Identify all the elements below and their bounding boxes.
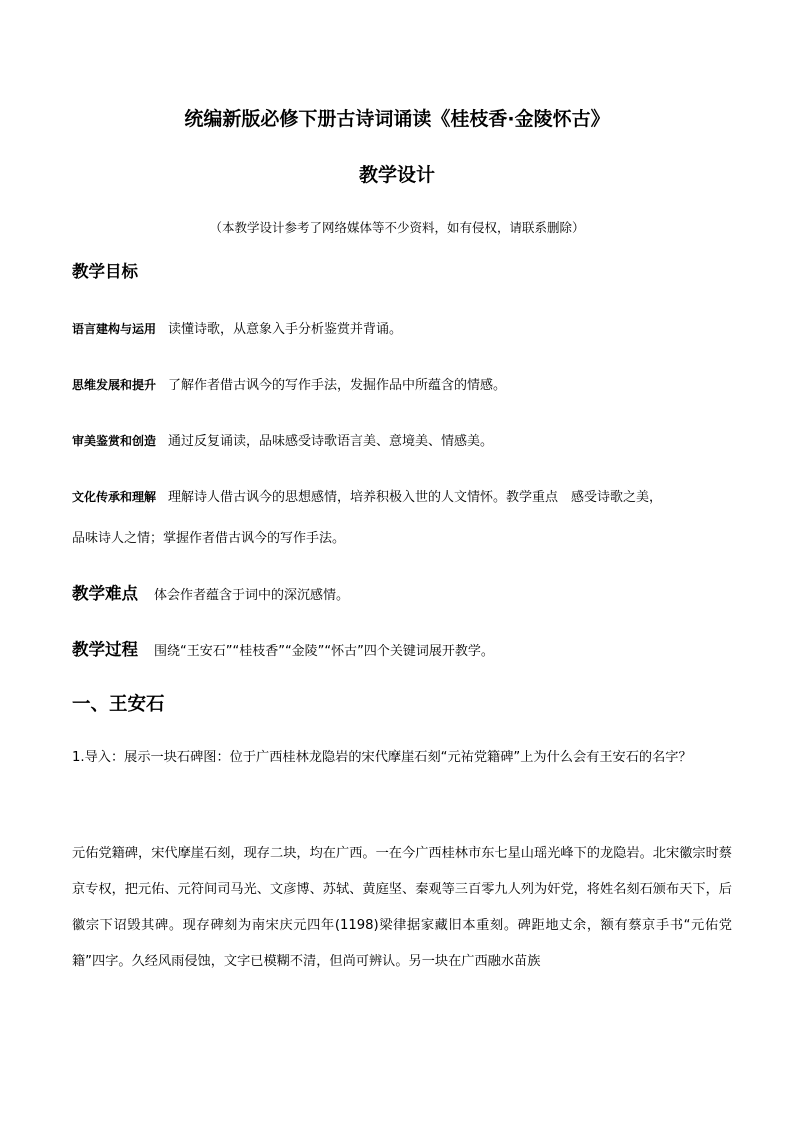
objective-text: 了解作者借古讽今的写作手法，发掘作品中所蕴含的情感。 — [168, 378, 507, 393]
objective-text-continued: 品味诗人之情；掌握作者借古讽今的写作手法。 — [72, 531, 346, 546]
difficulty-heading: 教学难点 — [72, 584, 138, 603]
difficulty-row — [72, 580, 349, 604]
section-heading: 一、王安石 — [72, 694, 165, 715]
process-row — [72, 636, 494, 660]
document-title: 统编新版必修下册古诗词诵读《桂枝香·金陵怀古》 — [184, 108, 610, 130]
objective-label: 思维发展和提升 — [72, 378, 157, 392]
body-paragraph: 元佑党籍碑，宋代摩崖石刻，现存二块，均在广西。一在今广西桂林市东七星山瑶光峰下的龙隐岩。北宋徽宗时蔡京专权，把元佑、元符间司马光、文彦博、苏轼、黄庭坚、秦观等三百零九人列为奸党，将姓名刻石颁布天下，后徽宗下诏毁其碑。现存碑刻为南宋庆元四年(1198)梁律据家藏旧本重刻。碑距地丈余，额有蔡京手书“元佑党籍”四字。久经风雨侵蚀，文字已模糊不清，但尚可辨认。另一块在广西融水苗族 — [72, 846, 732, 969]
objective-item — [72, 486, 662, 505]
objective-label: 语言建构与运用 — [72, 322, 157, 336]
objective-label: 文化传承和理解 — [72, 490, 157, 504]
process-heading: 教学过程 — [72, 640, 138, 659]
difficulty-text: 体会作者蕴含于词中的深沉感情。 — [154, 588, 350, 603]
objective-item — [72, 374, 506, 393]
objective-label: 审美鉴赏和创造 — [72, 434, 157, 448]
objective-text: 通过反复诵读，品味感受诗歌语言美、意境美、情感美。 — [168, 434, 494, 449]
objective-item — [72, 318, 402, 337]
objectives-heading: 教学目标 — [72, 262, 138, 281]
objective-text: 读懂诗歌，从意象入手分析鉴赏并背诵。 — [168, 322, 403, 337]
objective-item — [72, 430, 493, 449]
objective-text: 理解诗人借古讽今的思想感情，培养积极入世的人文情怀。教学重点 感受诗歌之美， — [168, 490, 663, 505]
document-subtitle: 教学设计 — [358, 164, 435, 186]
process-text: 围绕“王安石”“桂枝香”“金陵”“怀古”四个关键词展开教学。 — [154, 644, 494, 659]
intro-paragraph: 1.导入：展示一块石碑图：位于广西桂林龙隐岩的宋代摩崖石刻“元祐党籍碑”上为什么会有王安石的名字？ — [72, 750, 692, 765]
copyright-note: （本教学设计参考了网络媒体等不少资料，如有侵权，请联系删除） — [209, 220, 585, 235]
